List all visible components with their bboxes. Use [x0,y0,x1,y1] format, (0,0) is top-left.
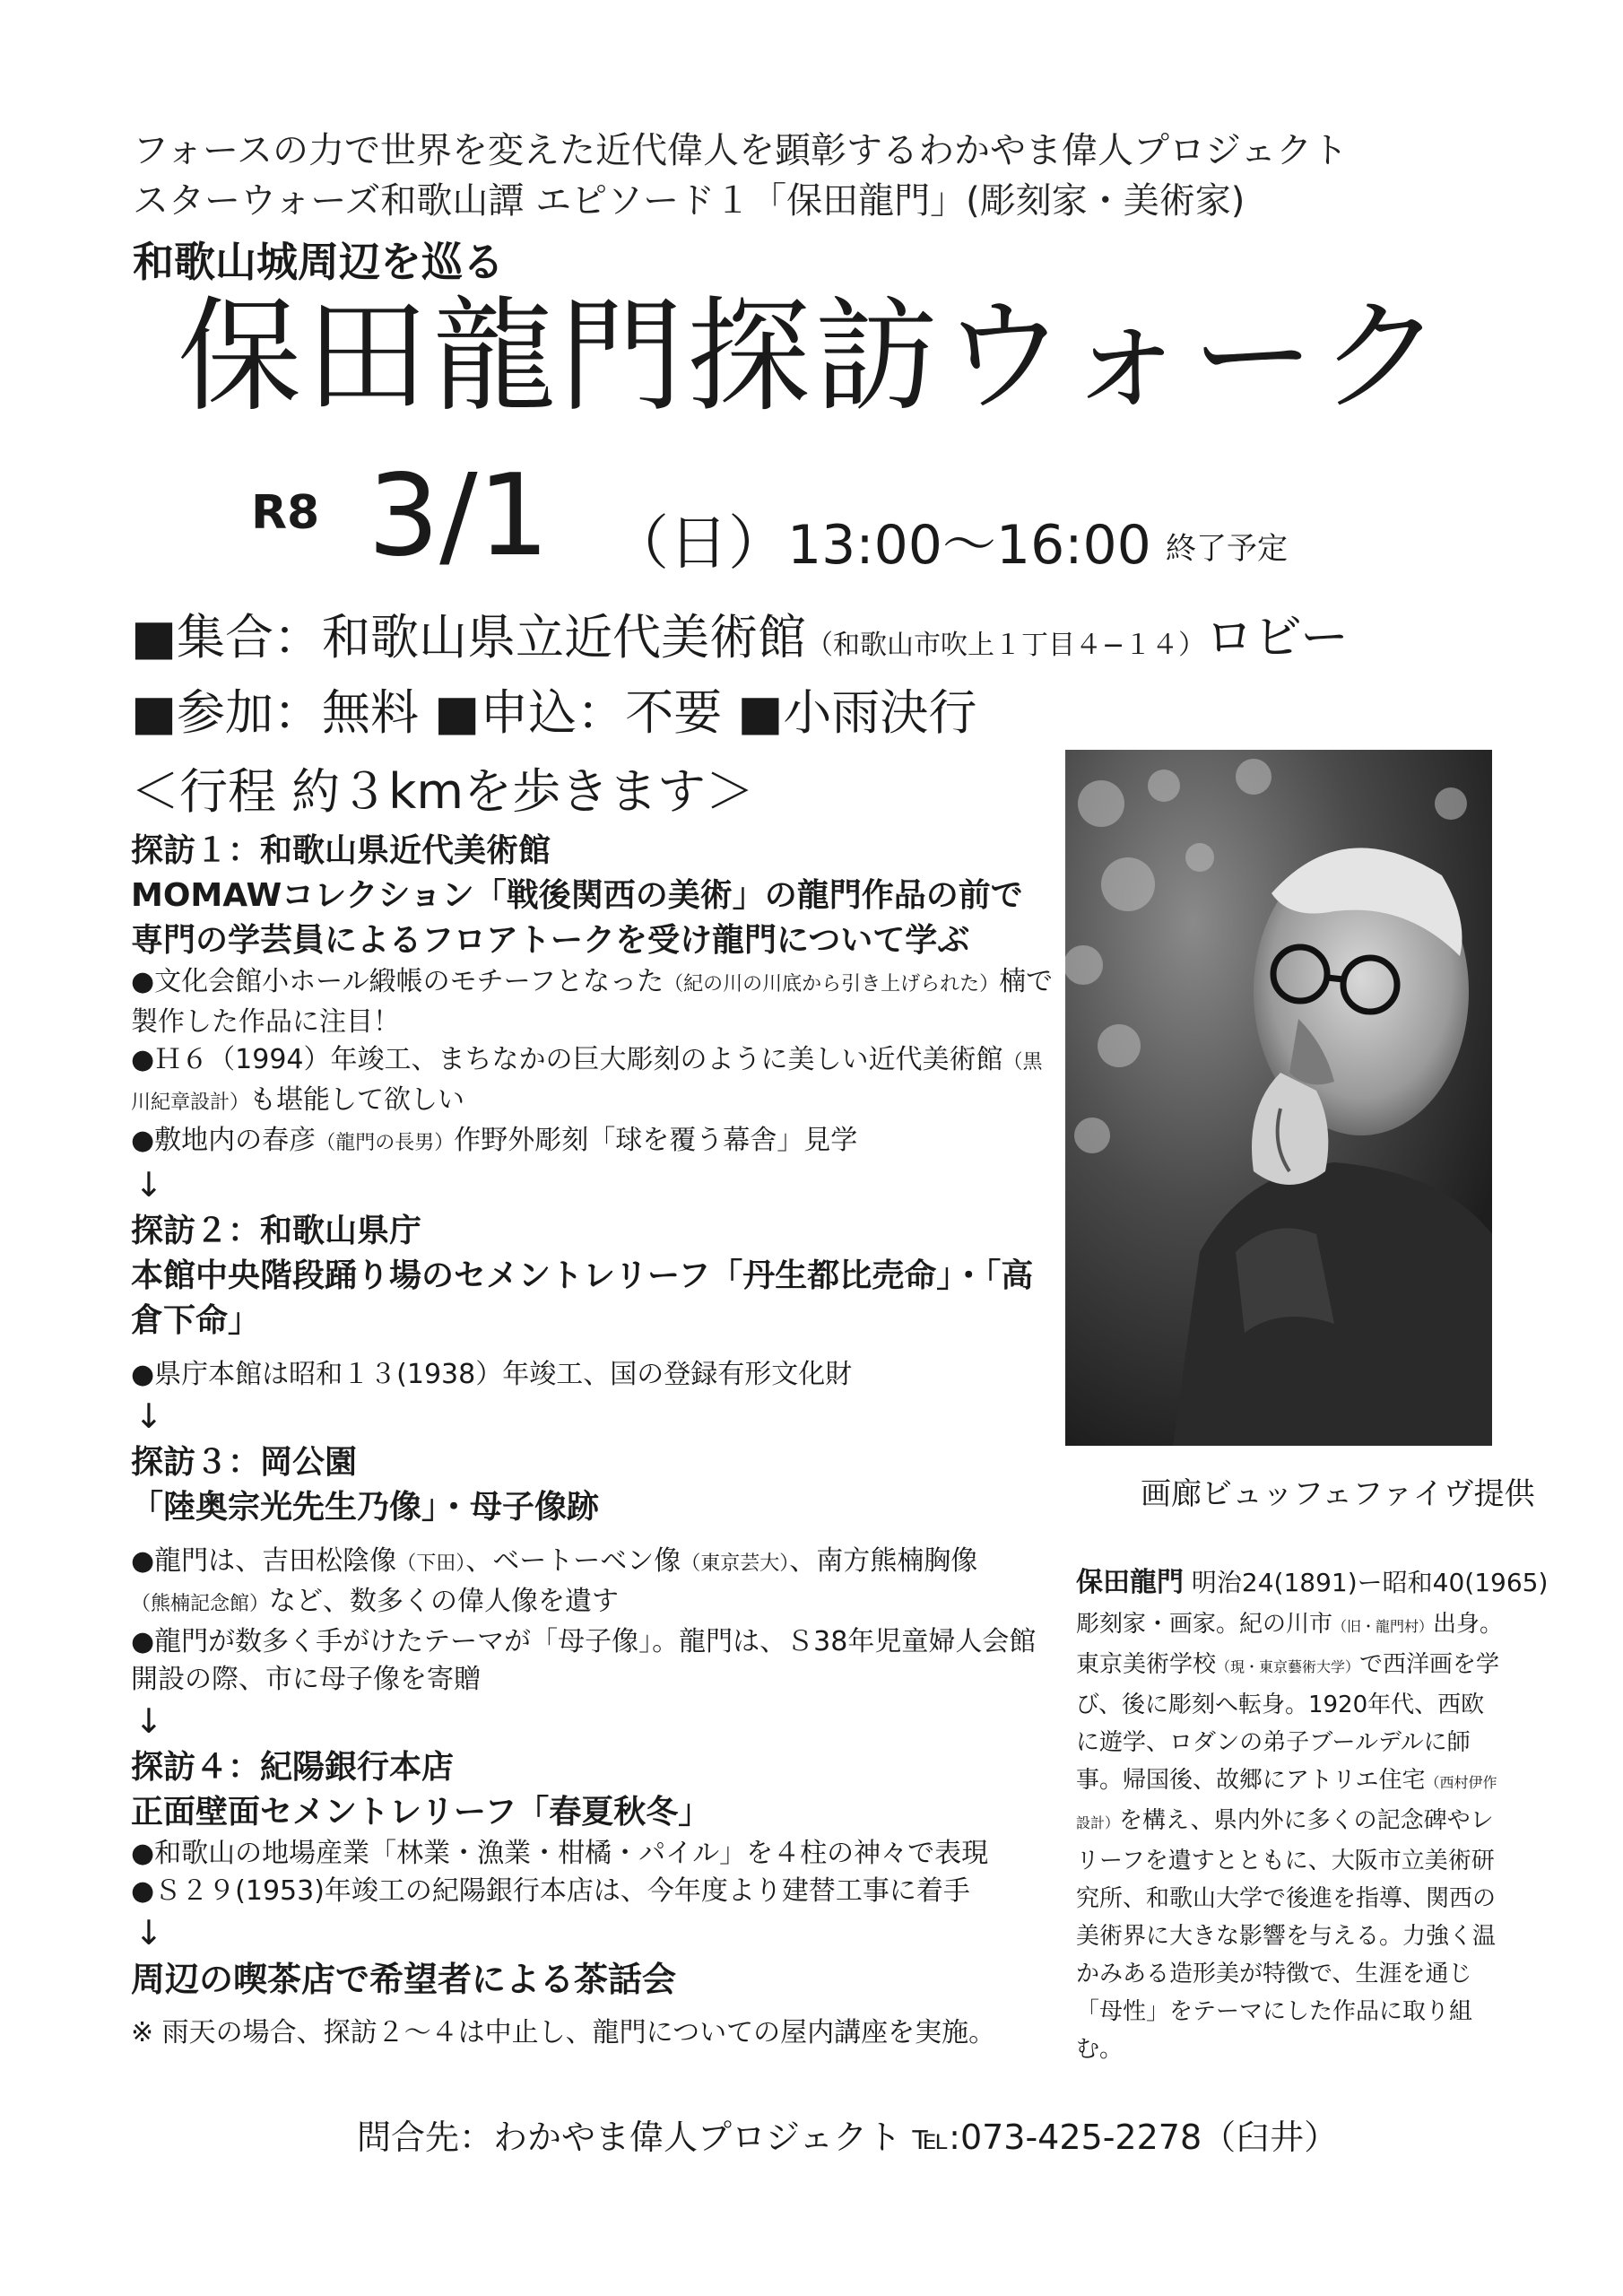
stop-2-title: 探訪２：和歌山県庁 [131,1213,422,1249]
final-stop: 周辺の喫茶店で希望者による茶話会 [131,1960,677,1999]
intro-line-1: フォースの力で世界を変えた近代偉人を顕彰するわかやま偉人プロジェクト [133,130,1349,171]
bio-name: 保田龍門 [1076,1567,1184,1598]
stop-4-note-1: ●和歌山の地場産業「林業・漁業・柑橘・パイル」を４柱の神々で表現 [131,1838,989,1869]
portrait-photo-graphic [1065,750,1492,1446]
bio-text: 彫刻家・画家。紀の川市（旧・龍門村）出身。東京美術学校（現・東京藝術大学）で西洋画を学び、後に彫刻へ転身。1920年代、西欧に遊学、ロダンの弟子ブールデルに師事。帰国後、故郷にアトリエ住宅（西村伊作設計）を構え、県内外に多くの記念碑やレリーフを遺すとともに、大阪市立美術研究所、和歌山大学で後進を指導、関西の美術界に大きな影響を与える。力強く温かみある造形美が特徴で、生涯を通じ「母性」をテーマにした作品に取り組む。 [1076,1611,1504,2063]
fee-info: ■参加：無料 ■申込：不要 ■小雨決行 [131,684,977,741]
arrow-down-icon: ↓ [135,1165,163,1205]
meeting-info [131,606,1349,677]
photo-caption: 画廊ビュッフェファイヴ提供 [1141,1476,1535,1512]
intro-line-2: スターウォーズ和歌山譚 エピソード１「保田龍門」(彫刻家・美術家) [133,180,1245,222]
page-title: 保田龍門探訪ウォーク [178,284,1446,429]
stop-1-note-2: ●Ｈ６（1994）年竣工、まちなかの巨大彫刻のように美しい近代美術館（黒川紀章設計）も堪能して欲しい [131,1044,1043,1116]
stop-2-note-1: ●県庁本館は昭和１３(1938）年竣工、国の登録有形文化財 [131,1359,853,1390]
stop-3-note-3: ●龍門が数多く手がけたテーマが「母子像」。龍門は、Ｓ38年児童婦人会館開設の際、市に母子像を寄贈 [131,1626,1037,1695]
bio-heading [1076,1561,1549,1605]
meeting-label: ■集合：和歌山県立近代美術館 [131,609,807,665]
stop-4-subtitle: 正面壁面セメントレリーフ「春夏秋冬」 [131,1794,711,1831]
rain-note: ※ 雨天の場合、探訪２～４は中止し、龍門についての屋内講座を実施。 [131,2017,996,2048]
date-time: 13:00～16:00 [787,514,1151,577]
date-era: R8 [251,486,320,540]
arrow-down-icon: ↓ [135,1701,163,1741]
stop-3-note-2: （熊楠記念館）など、数多くの偉人像を遺す [131,1586,620,1617]
stop-1-note-1: ●文化会館小ホール緞帳のモチーフとなった（紀の川の川底から引き上げられた）楠で製作した作品に注目！ [131,966,1054,1038]
stop-4-note-2: ●Ｓ２９(1953)年竣工の紀陽銀行本店は、今年度より建替工事に着手 [131,1875,970,1907]
subheading: 和歌山城周辺を巡る [133,238,504,286]
arrow-down-icon: ↓ [135,1913,163,1952]
contact-footer: 問合先：わかやま偉人プロジェクト ℡:073-425-2278（臼井） [357,2118,1339,2157]
stop-4-title: 探訪４：紀陽銀行本店 [131,1749,455,1786]
date-time-note: 終了予定 [1166,531,1288,567]
arrow-down-icon: ↓ [135,1396,163,1436]
bio-dates: 明治24(1891)ー昭和40(1965) [1191,1568,1549,1597]
stops-list [131,829,1055,2052]
bio-section [1076,1561,1549,2068]
route-heading: ＜行程 約３kmを歩きます＞ [131,763,755,820]
meeting-place: ロビー [1205,609,1350,665]
stop-3-subtitle: 「陸奥宗光先生乃像」・母子像跡 [131,1489,600,1526]
stop-1-note-3: ●敷地内の春彦（龍門の長男）作野外彫刻「球を覆う幕舎」見学 [131,1125,858,1156]
meeting-address: （和歌山市吹上１丁目４−１４） [806,630,1206,661]
date-weekday: （日） [610,509,787,578]
stop-3-note-1: ●龍門は、吉田松陰像（下田）、ベートーベン像（東京芸大）、南方熊楠胸像 [131,1545,978,1577]
stop-3-title: 探訪３：岡公園 [131,1444,358,1481]
portrait-photo [1065,750,1492,1446]
date-day: 3/1 [368,449,550,581]
stop-1-title: 探訪１：和歌山県近代美術館 [131,832,551,869]
stop-2-subtitle: 本館中央階段踊り場のセメントレリーフ「丹生都比売命」・「高倉下命」 [131,1257,1034,1339]
stop-1-subtitle: MOMAWコレクション「戦後関西の美術」の龍門作品の前で専門の学芸員によるフロアトークを受け龍門について学ぶ [131,877,1023,959]
